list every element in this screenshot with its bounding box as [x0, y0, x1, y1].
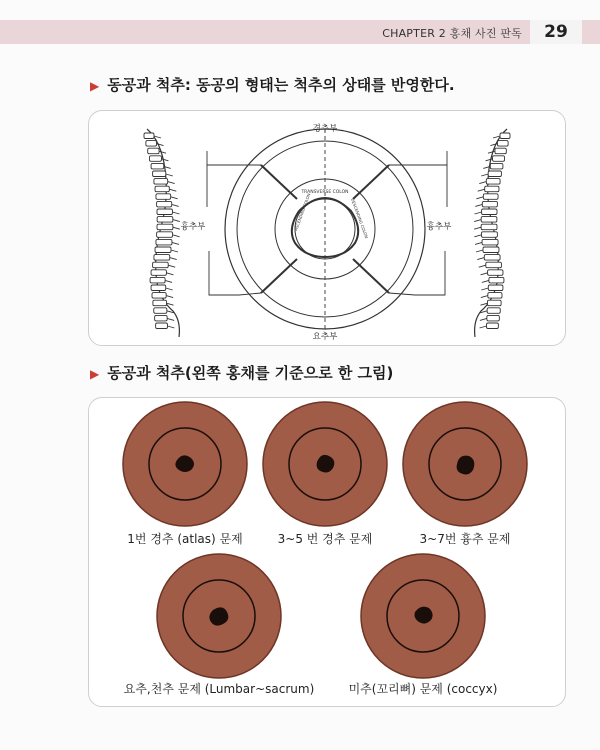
label-bottom: 요추부 — [312, 332, 338, 342]
vertebra — [157, 209, 172, 215]
vertebra — [153, 300, 167, 306]
vertebra-process — [480, 318, 487, 320]
iris-examples-panel — [88, 397, 566, 707]
vertebra-process — [166, 273, 173, 275]
vertebra — [484, 255, 500, 261]
vertebra-process — [166, 174, 173, 176]
caption-cervical: 3~5 번 경추 문제 — [277, 532, 373, 546]
vertebra — [488, 285, 503, 291]
vertebra-process — [167, 318, 174, 320]
vertebra-process — [170, 258, 177, 260]
iris-coccyx — [361, 554, 485, 678]
vertebra — [493, 156, 505, 162]
vertebra — [154, 179, 168, 185]
vertebra — [487, 323, 499, 329]
colon-right-label: DESCENDING COLON — [350, 197, 370, 240]
vertebra — [156, 194, 171, 200]
caption-thoracic: 3~7번 흉추 문제 — [419, 532, 511, 546]
vertebra — [157, 217, 173, 223]
vertebra — [495, 148, 506, 154]
vertebra-process — [475, 242, 482, 244]
vertebra — [154, 255, 170, 261]
vertebra — [152, 293, 166, 299]
iris-examples — [89, 398, 565, 706]
caption-atlas: 1번 경추 (atlas) 문제 — [127, 532, 243, 546]
vertebra-process — [475, 212, 482, 214]
triangle-bullet-icon: ▶ — [90, 79, 100, 93]
vertebra — [155, 247, 171, 253]
left-spine-illustration — [144, 129, 180, 337]
vertebra — [485, 186, 499, 192]
vertebra — [155, 315, 167, 321]
vertebra — [497, 141, 508, 147]
vertebra — [488, 270, 503, 276]
vertebra — [486, 179, 500, 185]
vertebra-process — [480, 326, 487, 328]
right-spine-illustration — [474, 129, 510, 337]
vertebra — [487, 300, 501, 306]
vertebra-process — [481, 296, 488, 298]
vertebra — [153, 262, 169, 268]
vertebra — [150, 277, 165, 283]
vertebra-process — [474, 235, 481, 237]
vertebra-process — [474, 220, 481, 222]
vertebra-process — [474, 227, 481, 229]
vertebra — [154, 308, 167, 314]
vertebra — [156, 239, 172, 245]
chapter-title: CHAPTER 2 홍채 사진 판독 — [382, 27, 522, 40]
vertebra — [148, 148, 159, 154]
vertebra-process — [475, 204, 482, 206]
vertebra — [489, 277, 504, 283]
vertebra — [482, 201, 497, 207]
iris-chart — [225, 129, 425, 329]
vertebra — [151, 270, 166, 276]
label-left: 흉추부 — [180, 222, 206, 232]
vertebra-process — [482, 280, 489, 282]
vertebra — [153, 171, 166, 177]
vertebra — [144, 133, 154, 139]
triangle-bullet-icon: ▶ — [90, 367, 100, 381]
vertebra-process — [161, 159, 168, 161]
vertebra — [481, 217, 497, 223]
vertebra-process — [478, 189, 485, 191]
vertebra-process — [172, 204, 179, 206]
vertebra — [488, 171, 501, 177]
vertebra — [482, 239, 498, 245]
vertebra — [156, 323, 168, 329]
vertebra — [487, 315, 499, 321]
vertebra — [481, 232, 497, 238]
vertebra-process — [166, 296, 173, 298]
vertebra — [487, 308, 500, 314]
vertebra — [146, 141, 157, 147]
section2-heading — [90, 362, 393, 383]
vertebra — [481, 224, 497, 230]
vertebra-process — [486, 159, 493, 161]
vertebra — [155, 186, 169, 192]
page-number: 29 — [530, 20, 582, 44]
vertebra — [483, 194, 498, 200]
vertebra-process — [168, 182, 175, 184]
vertebra-process — [165, 280, 172, 282]
section2-title: 동공과 척추(왼쪽 홍채를 기준으로 한 그림) — [107, 364, 394, 382]
iris-cervical — [263, 402, 387, 526]
section1-title: 동공과 척추: 동공의 형태는 척추의 상태를 반영한다. — [107, 76, 455, 94]
vertebra-process — [172, 242, 179, 244]
label-right: 흉추부 — [426, 222, 452, 232]
vertebra — [157, 201, 172, 207]
vertebra-process — [481, 174, 488, 176]
vertebra-process — [172, 212, 179, 214]
vertebra-process — [157, 144, 164, 146]
vertebra — [482, 209, 497, 215]
caption-coccyx: 미추(꼬리뼈) 문제 (coccyx) — [348, 682, 498, 696]
spine-diagram-panel — [88, 110, 566, 346]
caption-lumbar: 요추,천추 문제 (Lumbar~sacrum) — [123, 682, 315, 696]
section1-heading — [90, 74, 455, 95]
iris-thoracic — [403, 402, 527, 526]
vertebra-process — [167, 326, 174, 328]
vertebra-process — [476, 197, 483, 199]
vertebra-process — [481, 273, 488, 275]
vertebra-process — [171, 197, 178, 199]
iris-atlas — [123, 402, 247, 526]
vertebra-process — [173, 235, 180, 237]
vertebra — [151, 285, 166, 291]
vertebra-process — [173, 220, 180, 222]
vertebra — [486, 262, 502, 268]
vertebra-process — [479, 265, 486, 267]
vertebra-process — [481, 288, 488, 290]
vertebra — [483, 247, 499, 253]
vertebra-process — [171, 250, 178, 252]
vertebra — [488, 293, 502, 299]
colon-top-label: TRANSVERSE COLON — [301, 190, 349, 195]
vertebra-process — [477, 258, 484, 260]
colon-left-label: ASCENDING COLON — [293, 192, 312, 232]
vertebra — [157, 232, 173, 238]
spine-pupil-diagram — [89, 111, 565, 345]
vertebra-process — [476, 250, 483, 252]
vertebra-process — [168, 265, 175, 267]
vertebra-process — [159, 151, 166, 153]
vertebra-process — [166, 288, 173, 290]
vertebra-process — [488, 151, 495, 153]
iris-lumbar — [157, 554, 281, 678]
vertebra-process — [479, 182, 486, 184]
vertebra — [149, 156, 161, 162]
vertebra — [157, 224, 173, 230]
vertebra-process — [173, 227, 180, 229]
vertebra — [151, 163, 164, 169]
vertebra-process — [169, 189, 176, 191]
vertebra — [490, 163, 503, 169]
vertebra — [500, 133, 510, 139]
label-top: 경추부 — [312, 124, 338, 134]
vertebra-process — [490, 144, 497, 146]
